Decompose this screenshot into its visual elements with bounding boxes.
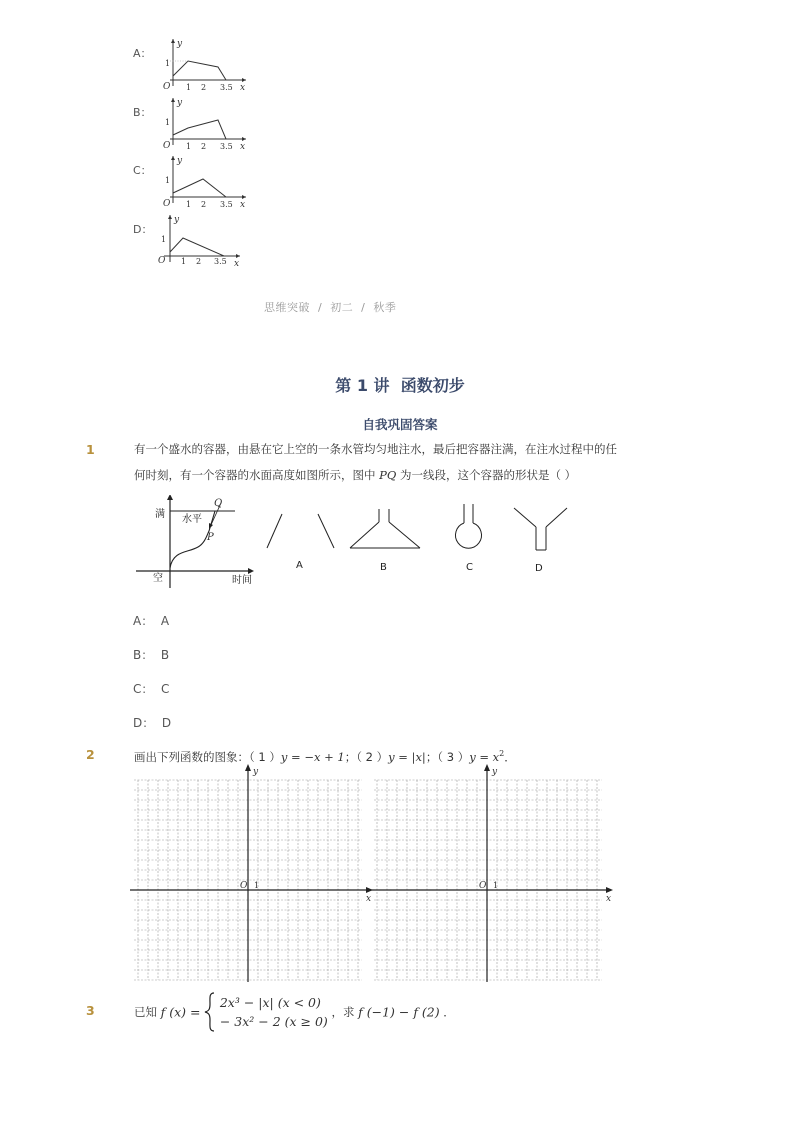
label-level: 水平 [182,514,202,525]
tick-y-1: 1 [165,59,171,68]
option-a-letter: A： [133,47,152,60]
question-1-text [134,436,634,488]
container-shapes [262,500,582,575]
y-axis-arrow [245,764,251,771]
option-c-graph [160,153,250,209]
origin-label: O [163,141,171,151]
option-c-letter: C： [133,164,152,177]
x-axis-label: x [366,894,372,904]
function-f: f (x) = [160,1004,201,1020]
origin-label: O [479,881,487,891]
x-axis-label: x [606,894,612,904]
shape-b-label: B [380,562,387,573]
y-axis-label: y [492,767,498,777]
x-axis-arrow [606,887,613,893]
tick-x-2: 2 [201,200,207,209]
q1-answer-b[interactable]: B： B [133,648,170,662]
function-2: y = |x| [388,749,426,764]
tick-x-3: 3.5 [220,142,233,151]
tick-x-2: 2 [201,83,207,92]
x-axis-label: x [234,259,240,268]
option-b-graph [160,95,250,151]
tick-x-1: 1 [186,142,192,151]
grid-right[interactable] [370,762,615,984]
y-axis-label: y [177,98,183,108]
tick-x-2: 2 [201,142,207,151]
origin-label: O [158,256,166,266]
question-2-text: 画出下列函数的图象：（ 1 ）y = −x + 1；（ 2 ）y = |x|；（ 3 ）$y = x^2$． [134,749,516,764]
page-title: 第 1 讲 函数初步 [335,376,465,395]
question-3-text: 已知 f (x) = 2x³ − |x| (x < 0) − 3x² − 2 (x ≥ 0) ，求 f (−1) − f (2) ． [134,992,455,1032]
question-3-number: 3 [86,1003,95,1018]
y-axis-label: y [177,156,183,166]
option-d-letter: D： [133,223,153,236]
tick-x-1: 1 [186,83,192,92]
question-1-line-1: 有一个盛水的容器，由悬在它上空的一条水管均匀地注水，最后把容器注满，在注水过程中的任 [134,442,617,456]
question-1-line-2: 何时刻，有一个容器的水面高度如图所示，图中 PQ 为一线段，这个容器的形状是（ ） [134,468,577,482]
tick-y-1: 1 [161,235,167,244]
option-b-letter: B： [133,106,152,119]
tick-x-2: 2 [196,257,202,266]
origin-label: O [163,82,171,92]
section-subtitle: 自我巩固答案 [362,417,438,432]
label-p: P [207,532,214,543]
label-full: 满 [155,509,165,520]
question-1-number: 1 [86,442,95,457]
tick-x-3: 3.5 [214,257,227,266]
function-3: y = x [469,749,500,764]
option-d-graph [150,212,245,268]
breadcrumb: 思维突破 / 初二 / 秋季 [264,301,397,314]
tick-x-1: 1 [186,200,192,209]
origin-label: O [163,199,171,209]
y-axis-label: y [174,215,180,225]
y-axis-label: y [177,39,183,49]
water-level-graph [133,495,258,590]
label-time: 时间 [232,575,252,586]
q1-answer-c[interactable]: C： C [133,682,170,696]
q1-answer-a[interactable]: A： A [133,614,170,628]
origin-label: O [240,881,248,891]
shape-d-label: D [535,563,543,574]
x-axis-label: x [240,83,246,92]
tick-x-3: 3.5 [220,83,233,92]
label-q: Q [214,498,223,509]
piecewise-case-1: 2x³ − |x| (x < 0) [219,995,321,1010]
tick-x-3: 3.5 [220,200,233,209]
y-axis-arrow [484,764,490,771]
piecewise-case-2: − 3x² − 2 (x ≥ 0) [219,1014,328,1029]
shape-c-label: C [466,562,473,573]
option-a-graph [160,36,250,92]
expression: f (−1) − f (2) [358,1004,440,1020]
tick-y-1: 1 [165,118,171,127]
piecewise-brace [204,992,216,1032]
tick-x-1: 1 [181,257,187,266]
function-1: y = −x + 1 [280,749,345,764]
grid-left[interactable] [130,762,375,984]
label-empty: 空 [153,573,163,584]
shape-a-label: A [296,560,303,571]
q1-answer-d[interactable]: D： D [133,716,172,730]
unit-label: 1 [493,881,499,890]
y-axis-label: y [253,767,259,777]
x-axis-label: x [240,142,246,151]
question-2-number: 2 [86,747,95,762]
tick-y-1: 1 [165,176,171,185]
x-axis-label: x [240,200,246,209]
unit-label: 1 [254,881,260,890]
